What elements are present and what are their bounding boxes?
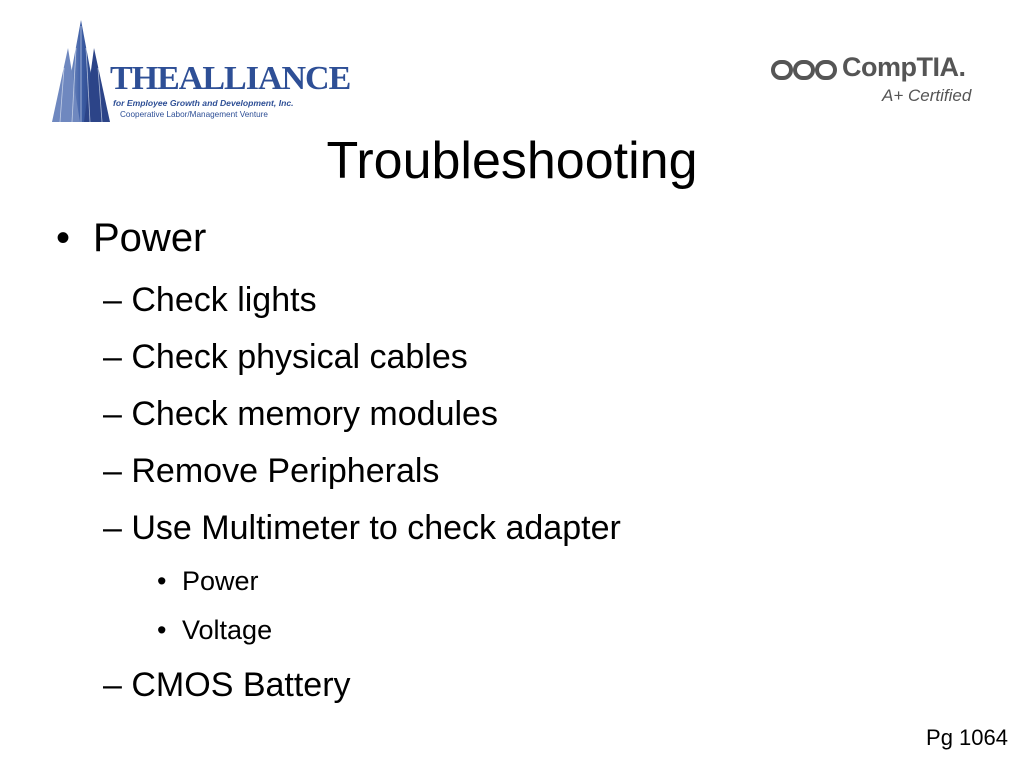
- dash-icon: –: [103, 395, 122, 433]
- list-item-text: Check physical cables: [131, 338, 468, 376]
- list-item: [103, 451, 439, 491]
- list-item-text: Use Multimeter to check adapter: [131, 509, 621, 547]
- list-item: [103, 337, 468, 377]
- dash-icon: –: [103, 666, 122, 704]
- list-item-text: CMOS Battery: [131, 666, 351, 704]
- alliance-logo: [50, 18, 351, 126]
- comptia-wordmark: CompTIA.: [842, 52, 966, 82]
- dash-icon: –: [103, 452, 122, 490]
- list-item-text: Check lights: [131, 281, 317, 319]
- alliance-tagline: for Employee Growth and Development, Inc.: [113, 98, 294, 108]
- list-item-text: Voltage: [182, 615, 273, 645]
- page-number: Pg 1064: [926, 725, 1008, 750]
- building-icon: [50, 18, 112, 124]
- list-item: [157, 614, 273, 646]
- list-item: [103, 280, 317, 320]
- comptia-rings-icon: [770, 57, 840, 83]
- list-item-text: Power: [182, 566, 259, 596]
- list-item-text: Power: [93, 216, 207, 260]
- list-item: [103, 508, 621, 548]
- comptia-logo: [770, 48, 980, 112]
- list-item: [103, 394, 498, 434]
- alliance-wordmark: THEALLIANCE: [110, 60, 351, 97]
- list-item-text: Check memory modules: [131, 395, 498, 433]
- list-item-text: Remove Peripherals: [131, 452, 440, 490]
- dash-icon: –: [103, 509, 122, 547]
- list-item: [103, 665, 351, 705]
- comptia-certified-label: A+ Certified: [882, 86, 972, 105]
- slide-title: Troubleshooting: [326, 132, 698, 190]
- dash-icon: –: [103, 338, 122, 376]
- bullet-icon: •: [157, 615, 167, 645]
- dash-icon: –: [103, 281, 122, 319]
- bullet-icon: •: [56, 216, 71, 260]
- list-item: [157, 565, 259, 597]
- list-item: [56, 214, 207, 262]
- bullet-icon: •: [157, 566, 167, 596]
- alliance-subtitle: Cooperative Labor/Management Venture: [120, 110, 268, 119]
